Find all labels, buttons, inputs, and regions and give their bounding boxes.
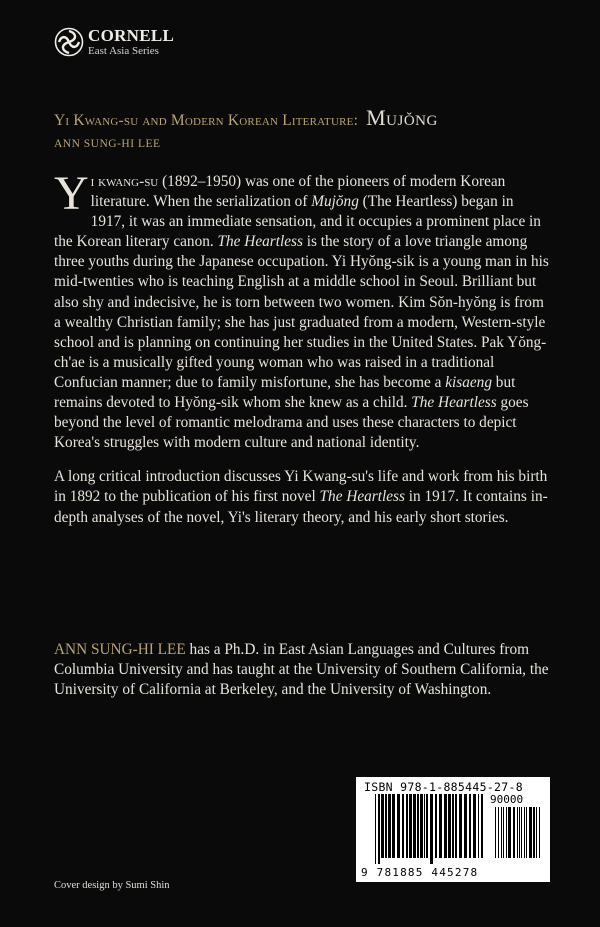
ean-digits: 9 781885 445278 [361, 866, 479, 879]
barcode-bar [533, 807, 535, 858]
series-name: East Asia Series [88, 45, 159, 57]
title-sub: Mujŏng [366, 105, 438, 130]
barcode-bar [455, 794, 457, 858]
barcode-bar [378, 794, 380, 864]
description [54, 167, 550, 542]
barcode-addon-bars [494, 807, 544, 864]
isbn-text: ISBN 978-1-885445-27-8 [364, 780, 523, 794]
barcode-bar [517, 807, 518, 858]
price-code: 90000 [490, 793, 524, 806]
barcode-bar [448, 794, 451, 858]
author-bio: ANN SUNG-HI LEE has a Ph.D. in East Asian Languages and Cultures from Columbia University and has taught at the University of Southern California, the University of California at Berkeley, and the University of Washington. [54, 641, 549, 699]
barcode-bar [381, 794, 384, 858]
barcode-bar [495, 807, 496, 858]
barcode-bar [388, 794, 391, 858]
barcode-bar [519, 807, 520, 858]
isbn-barcode [356, 777, 550, 882]
barcode-bar [469, 794, 471, 858]
barcode-bar [402, 794, 404, 858]
barcode-bar [473, 794, 476, 858]
barcode-bar [406, 794, 408, 858]
barcode-bar [529, 807, 532, 858]
barcode-bar [498, 807, 499, 858]
barcode-bar [536, 807, 537, 858]
barcode-bar [385, 794, 387, 858]
barcode-bar [481, 794, 483, 858]
barcode-bar [435, 794, 437, 858]
bio-author-name: ANN SUNG-HI LEE [54, 641, 186, 658]
barcode-bar [426, 794, 428, 858]
barcode-bar [439, 794, 442, 858]
barcode-bar [417, 794, 419, 858]
barcode-bar [503, 807, 504, 858]
barcode-bars [374, 794, 486, 864]
barcode-bar [459, 794, 462, 858]
barcode-bar [464, 794, 467, 858]
lead-in: i kwang-su [90, 173, 159, 190]
barcode-bar [539, 807, 540, 858]
book-title [54, 105, 574, 131]
barcode-bar [524, 807, 525, 858]
barcode-bar [375, 794, 376, 864]
barcode-bar [501, 807, 502, 858]
barcode-bar [409, 794, 412, 858]
barcode-bar [413, 794, 416, 858]
barcode-bar [508, 807, 511, 858]
description-paragraph-2: A long critical introduction discusses Yi Kwang-su's life and work from his birth in 1892 to the publication of his first novel The Heartless in 1917. It contains in-depth analyses of the novel, Yi's literary theory, and his early short stories. [54, 468, 548, 526]
barcode-bar [452, 794, 454, 858]
barcode-bar [444, 794, 447, 858]
barcode-bar [478, 794, 479, 858]
cornell-logo [54, 27, 174, 57]
barcode-bar [397, 794, 400, 858]
publisher-name: CORNELL [88, 26, 175, 45]
title-main: Yi Kwang-su and Modern Korean Literature: [54, 112, 359, 129]
barcode-bar [420, 794, 423, 858]
barcode-bar [521, 807, 522, 858]
barcode-bar [506, 807, 507, 858]
barcode-bar [513, 807, 515, 858]
cover-credit: Cover design by Sumi Shin [54, 880, 170, 891]
drop-cap: Y [54, 167, 89, 220]
barcode-bar [424, 794, 425, 858]
author-name: ANN SUNG-HI LEE [54, 138, 161, 150]
description-paragraph-1: Yi kwang-su (1892–1950) was one of the pioneers of modern Korean literature. When the serialization of Mujŏng (The Heartless) began in 1917, it was an immediate sensation, and it occupies a prominent place in the Korean literary canon. The Heartless is the story of a love triangle among three youths during the Japanese occupation. Yi Hyŏng-sik is a young man in his mid-twenties who is teaching English at a middle school in Seoul. Brilliant but also shy and indecisive, he is torn between two women. Kim Sŏn-hyŏng is from a wealthy Christian family; she has just graduated from a modern, Western-style school and is planning on continuing her studies in the United States. Pak Yŏng-ch'ae is a musically gifted young woman who was raised in a traditional Confucian manner; due to family misfortune, she has become a kisaeng but remains devoted to Hyŏng-sik whom she knew as a child. The Heartless goes beyond the level of romantic melodrama and uses these characters to depict Korea's struggles with modern culture and national identity. [54, 167, 549, 452]
cornell-emblem-icon [54, 27, 84, 57]
barcode-bar [430, 794, 433, 864]
barcode-bar [526, 807, 527, 858]
barcode-bar [392, 794, 395, 858]
